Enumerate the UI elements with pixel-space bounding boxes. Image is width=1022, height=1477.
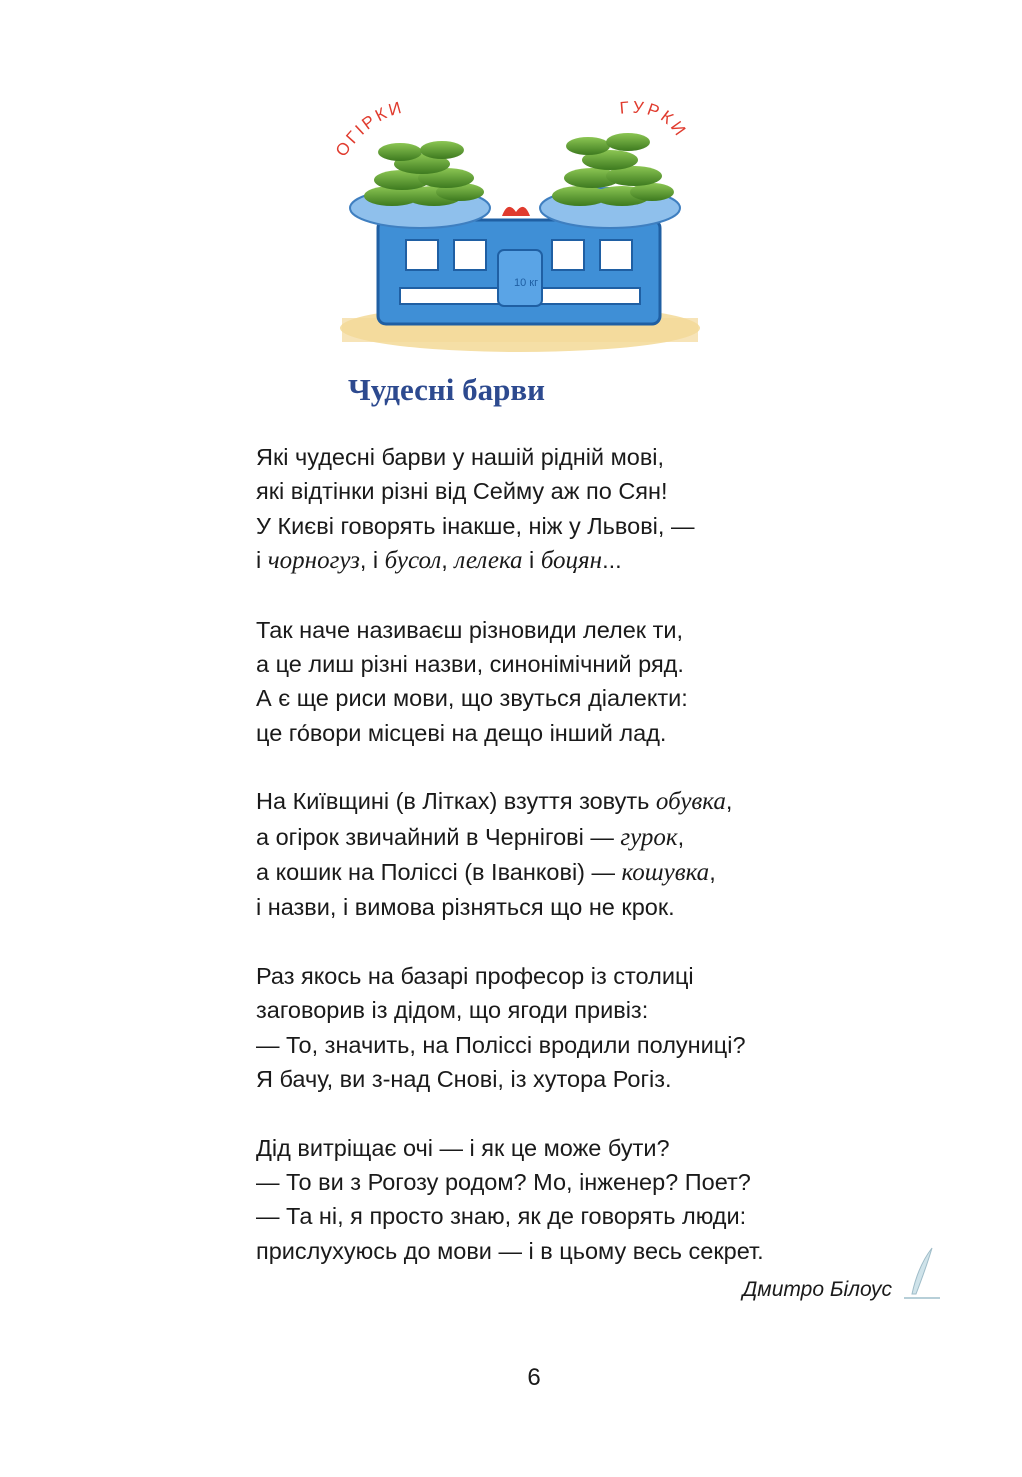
line-text: — То ви з Рогозу родом? Мо, інженер? Поет? <box>256 1168 751 1195</box>
dialect-word: чорногуз <box>267 547 360 575</box>
cucumber-scale-drawing <box>330 92 702 354</box>
poem-line <box>256 613 896 647</box>
line-text: У Києві говорять інакше, ніж у Львові, — <box>256 512 695 539</box>
stanza <box>256 959 896 1097</box>
stanza <box>256 784 896 925</box>
poem-line <box>256 681 896 715</box>
cucumbers-left <box>364 141 484 206</box>
line-text: а кошик на Поліссі (в Іванкові) — <box>256 859 622 886</box>
line-text: ... <box>602 547 622 574</box>
line-text: а огірок звичайний в Чернігові — <box>256 823 621 850</box>
quill-icon <box>900 1246 944 1302</box>
poem-body <box>256 440 896 1302</box>
line-text: На Київщині (в Літках) взуття зовуть <box>256 788 656 815</box>
line-text: прислухуюсь до мови — і в цьому весь секрет. <box>256 1237 764 1264</box>
line-text: Які чудесні барви у нашій рідній мові, <box>256 444 665 470</box>
scale-mark: 10 кг <box>514 277 539 289</box>
line-text: це го́вори місцеві на дещо інший лад. <box>256 719 667 746</box>
scale-illustration <box>330 92 702 354</box>
left-label: ОГІРКИ <box>331 97 407 161</box>
line-text: а це лиш різні назви, синонімічний ряд. <box>256 651 684 678</box>
poem-line <box>256 1062 896 1096</box>
line-text: Дід витріщає очі — і як це може бути? <box>256 1134 670 1161</box>
poem-line <box>256 509 896 543</box>
poem-line <box>256 474 896 508</box>
line-text: , <box>677 823 685 850</box>
stanza <box>256 440 896 579</box>
line-text: , <box>725 788 733 815</box>
line-text: і назви, і вимова різняться що не крок. <box>256 894 675 921</box>
poem-line <box>256 1131 896 1165</box>
dialect-word: обувка <box>655 788 726 816</box>
right-label: ГУРКИ <box>618 97 692 142</box>
dialect-word: бусол <box>384 547 442 575</box>
dialect-word: гурок <box>620 823 678 851</box>
poem-author: Дмитро Білоус <box>742 1278 892 1301</box>
line-text: і <box>256 547 268 574</box>
poem-line <box>256 1199 896 1233</box>
poem-line <box>256 890 896 924</box>
dialect-word: лелека <box>454 547 523 575</box>
poem-line <box>256 716 896 750</box>
dialect-word: боцян <box>540 547 603 575</box>
stanza <box>256 613 896 751</box>
poem-title: Чудесні барви <box>348 372 545 407</box>
poem-line <box>256 784 896 819</box>
dialect-word: кошувка <box>621 859 710 887</box>
line-text: Так наче називаєш різновиди лелек ти, <box>256 616 684 643</box>
poem-line <box>256 959 896 993</box>
line-text: , <box>709 859 716 886</box>
line-text: які відтінки різні від Сейму аж по Сян! <box>256 478 668 505</box>
line-text: , і <box>359 547 385 574</box>
line-text: , <box>441 547 455 574</box>
poem-line <box>256 993 896 1027</box>
line-text: заговорив із дідом, що ягоди привіз: <box>256 997 649 1024</box>
poem-line <box>256 855 896 890</box>
line-text: — То, значить, на Поліссі вродили полуниці? <box>256 1031 746 1058</box>
line-text: Раз якось на базарі професор із столиці <box>256 962 694 989</box>
poem-line <box>256 1165 896 1199</box>
stanza <box>256 1131 896 1269</box>
cucumbers-right <box>552 133 674 206</box>
poem-line <box>256 647 896 681</box>
poem-line <box>256 1234 896 1268</box>
poem-line <box>256 543 896 578</box>
line-text: — Та ні, я просто знаю, як де говорять люди: <box>256 1203 747 1230</box>
line-text: Я бачу, ви з-над Снові, із хутора Рогіз. <box>256 1066 672 1093</box>
poem-line <box>256 820 896 855</box>
poem-line <box>256 1028 896 1062</box>
page-number: 6 <box>527 1364 541 1391</box>
poem-line <box>256 440 896 474</box>
line-text: і <box>522 547 541 574</box>
line-text: А є ще риси мови, що звуться діалекти: <box>256 685 688 712</box>
